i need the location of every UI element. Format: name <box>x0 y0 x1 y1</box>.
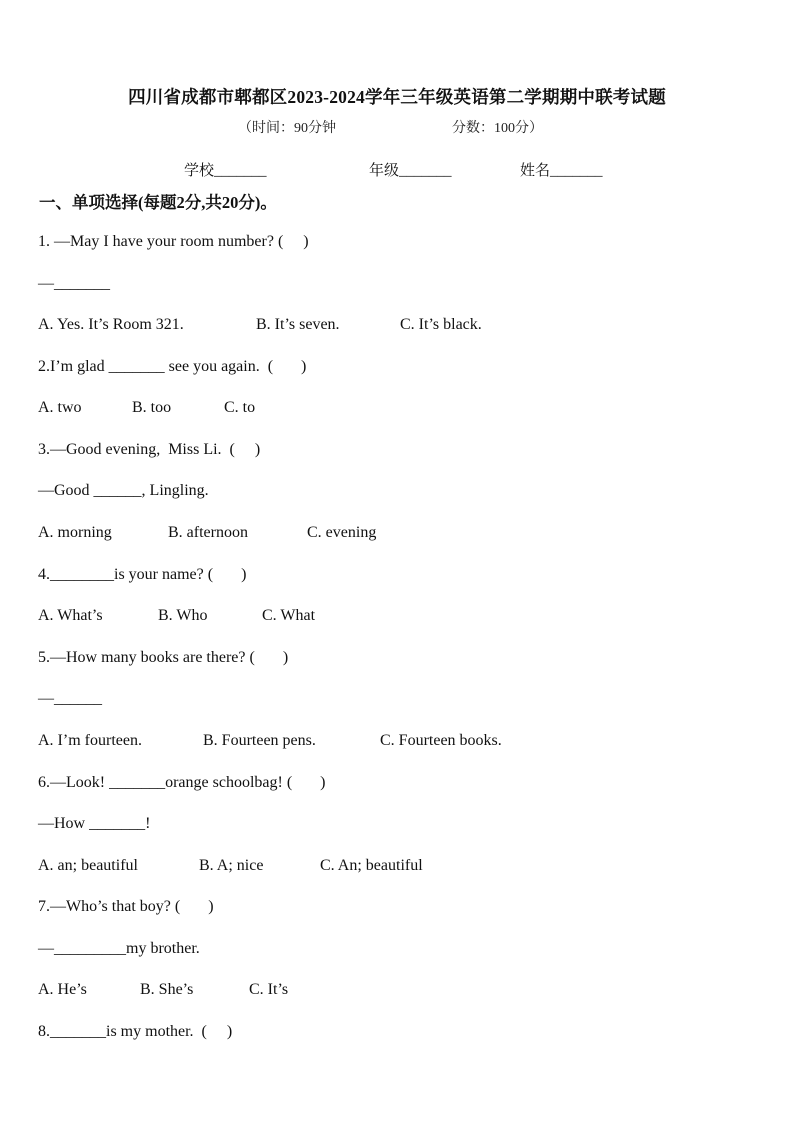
question-5-response: —______ <box>38 690 102 707</box>
question-7-response: —_________my brother. <box>38 940 200 957</box>
question-1-response: —_______ <box>38 275 110 292</box>
question-1-stem: 1. —May I have your room number? ( ) <box>38 233 309 250</box>
grade-field: 年级_______ <box>369 163 452 179</box>
question-3-option-a: A. morning <box>38 524 112 541</box>
question-6-stem: 6.—Look! _______orange schoolbag! ( ) <box>38 774 326 791</box>
question-2-option-c: C. to <box>224 399 256 416</box>
name-field: 姓名_______ <box>520 163 603 179</box>
question-3-option-b: B. afternoon <box>168 524 248 541</box>
question-1-option-a: A. Yes. It’s Room 321. <box>38 316 184 333</box>
exam-time: （时间：90分钟 <box>238 121 336 136</box>
section-heading: 一、单项选择(每题2分,共20分)。 <box>39 193 277 212</box>
question-4-option-a: A. What’s <box>38 607 103 624</box>
question-2-stem: 2.I’m glad _______ see you again. ( ) <box>38 358 307 375</box>
question-4-stem: 4.________is your name? ( ) <box>38 566 247 583</box>
question-8-stem: 8._______is my mother. ( ) <box>38 1023 233 1040</box>
question-7-stem: 7.—Who’s that boy? ( ) <box>38 898 214 915</box>
question-1-option-b: B. It’s seven. <box>256 316 340 333</box>
question-3-stem: 3.—Good evening, Miss Li. ( ) <box>38 441 261 458</box>
question-5-option-a: A. I’m fourteen. <box>38 732 142 749</box>
question-5-option-b: B. Fourteen pens. <box>203 732 316 749</box>
question-2-option-b: B. too <box>132 399 172 416</box>
question-3-option-c: C. evening <box>307 524 377 541</box>
question-2-option-a: A. two <box>38 399 82 416</box>
question-6-response: —How _______! <box>38 815 151 832</box>
exam-score: 分数：100分） <box>452 121 543 136</box>
question-5-option-c: C. Fourteen books. <box>380 732 502 749</box>
question-7-option-c: C. It’s <box>249 981 289 998</box>
question-7-option-a: A. He’s <box>38 981 87 998</box>
school-field: 学校_______ <box>184 163 267 179</box>
question-1-option-c: C. It’s black. <box>400 316 482 333</box>
exam-title: 四川省成都市郫都区2023-2024学年三年级英语第二学期期中联考试题 <box>128 87 666 107</box>
question-3-response: —Good ______, Lingling. <box>38 482 209 499</box>
question-6-option-c: C. An; beautiful <box>320 857 423 874</box>
question-4-option-c: C. What <box>262 607 316 624</box>
question-5-stem: 5.—How many books are there? ( ) <box>38 649 289 666</box>
question-6-option-a: A. an; beautiful <box>38 857 138 874</box>
question-4-option-b: B. Who <box>158 607 208 624</box>
question-7-option-b: B. She’s <box>140 981 194 998</box>
question-6-option-b: B. A; nice <box>199 857 264 874</box>
